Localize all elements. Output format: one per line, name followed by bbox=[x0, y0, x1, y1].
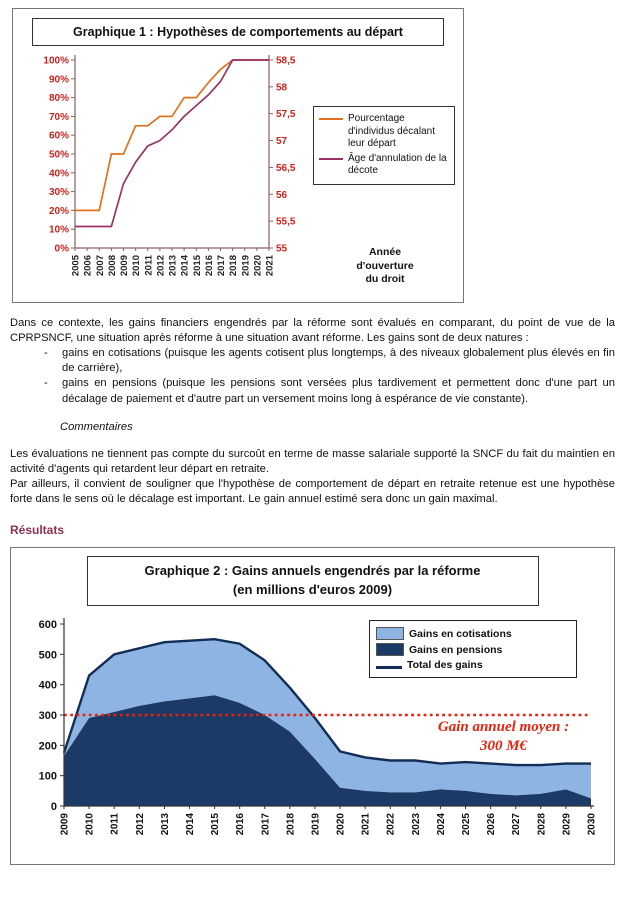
x-tick-label: 2017 bbox=[216, 255, 227, 277]
y-tick-label: 500 bbox=[38, 649, 57, 662]
x-tick-label: 2022 bbox=[385, 813, 397, 836]
commentaires-paragraph-2: Par ailleurs, il convient de souligner que l'hypothèse de comportement de départ en retraite retenue est une hypothèse forte dans le sens où le décalage est important. Le gain annuel estimé sera donc un gain maximal. bbox=[10, 477, 615, 506]
chart2-title-line1: Graphique 2 : Gains annuels engendrés par la réforme bbox=[144, 563, 481, 579]
x-axis-note bbox=[315, 246, 455, 287]
x-tick-label: 2029 bbox=[561, 813, 573, 836]
left-tick-label: 90% bbox=[48, 74, 69, 86]
left-tick-label: 0% bbox=[54, 243, 69, 255]
chart2-plot-area bbox=[11, 608, 614, 864]
intro-paragraph: Dans ce contexte, les gains financiers engendrés par la réforme sont évalués en comparant, du point de vue de la CPRPSNCF, une situation après réforme à une situation avant réforme. Les gains sont de deux natures : bbox=[10, 317, 615, 345]
legend-label-age: Âge d'annulation de la décote bbox=[348, 152, 447, 176]
bullet-marker: - bbox=[44, 377, 48, 390]
y-tick-label: 200 bbox=[38, 740, 57, 753]
x-tick-label: 2015 bbox=[191, 255, 203, 277]
x-axis-note-line3: du droit bbox=[365, 273, 405, 286]
x-tick-label: 2026 bbox=[486, 813, 498, 836]
x-tick-label: 2005 bbox=[70, 255, 82, 277]
y-tick-label: 100 bbox=[38, 770, 57, 783]
average-gain-annotation bbox=[411, 718, 596, 756]
x-tick-label: 2014 bbox=[179, 255, 191, 277]
right-tick-label: 57 bbox=[276, 136, 288, 148]
orange-line-swatch bbox=[319, 118, 343, 120]
x-tick-label: 2016 bbox=[235, 813, 247, 836]
x-tick-label: 2013 bbox=[159, 813, 171, 836]
bullet-text-pensions: gains en pensions (puisque les pensions sont versées plus tardivement et permettent donc d'une part un décalage de paiement et d'autre part un versement moins long à espérance de vie constante). bbox=[62, 377, 615, 405]
right-tick-label: 57,5 bbox=[276, 109, 296, 121]
legend-label-pensions: Gains en pensions bbox=[409, 643, 503, 656]
chart2-title bbox=[87, 556, 539, 606]
annotation-line1: Gain annuel moyen : bbox=[437, 719, 570, 736]
x-tick-label: 2010 bbox=[131, 255, 143, 277]
x-axis-note-line1: Année bbox=[368, 246, 402, 258]
right-tick-label: 56,5 bbox=[276, 162, 296, 174]
x-tick-label: 2007 bbox=[94, 255, 106, 277]
left-tick-label: 30% bbox=[48, 187, 69, 199]
x-tick-label: 2015 bbox=[210, 813, 222, 836]
legend-item-age bbox=[319, 153, 449, 178]
x-tick-label: 2018 bbox=[285, 813, 297, 836]
x-tick-label: 2013 bbox=[167, 255, 179, 277]
cotisations-area-swatch bbox=[376, 627, 404, 640]
chart1-svg bbox=[17, 48, 317, 302]
left-tick-label: 20% bbox=[48, 205, 69, 217]
left-tick-label: 100% bbox=[43, 55, 69, 67]
left-tick-label: 60% bbox=[48, 130, 69, 142]
left-tick-label: 80% bbox=[48, 93, 69, 105]
y-tick-label: 400 bbox=[38, 679, 57, 692]
chart2-legend bbox=[369, 620, 577, 678]
chart2-title-line2: (en millions d'euros 2009) bbox=[232, 582, 393, 598]
x-tick-label: 2028 bbox=[536, 813, 548, 836]
x-tick-label: 2021 bbox=[264, 255, 276, 277]
x-tick-label: 2016 bbox=[203, 255, 215, 277]
legend-item-pensions bbox=[376, 643, 570, 656]
x-tick-label: 2010 bbox=[84, 813, 96, 836]
age-series-line bbox=[75, 60, 269, 227]
x-tick-label: 2011 bbox=[143, 255, 155, 276]
x-tick-label: 2025 bbox=[461, 813, 473, 836]
x-tick-label: 2019 bbox=[240, 255, 252, 277]
x-tick-label: 2020 bbox=[335, 813, 347, 836]
left-tick-label: 50% bbox=[48, 149, 69, 161]
x-tick-label: 2012 bbox=[155, 255, 167, 277]
left-tick-label: 10% bbox=[48, 224, 69, 236]
total-line-swatch bbox=[376, 666, 402, 669]
right-tick-label: 58 bbox=[276, 82, 288, 94]
body-text bbox=[10, 316, 615, 538]
legend-label-pourcentage: Pourcentage d'individus décalant leur départ bbox=[348, 113, 435, 149]
x-tick-label: 2020 bbox=[252, 255, 264, 277]
x-tick-label: 2008 bbox=[106, 255, 118, 277]
bullet-marker: - bbox=[44, 347, 48, 360]
legend-item-cotisations bbox=[376, 627, 570, 640]
legend-item-total bbox=[376, 659, 570, 671]
commentaires-paragraph-1: Les évaluations ne tiennent pas compte du surcoût en terme de masse salariale supporté la SNCF du fait du maintien en activité d'agents qui retardent leur départ en retraite. bbox=[10, 447, 615, 475]
chart1-plot-area bbox=[13, 48, 463, 302]
x-tick-label: 2017 bbox=[260, 813, 272, 836]
x-tick-label: 2019 bbox=[310, 813, 322, 836]
pensions-area-swatch bbox=[376, 643, 404, 656]
chart1-panel bbox=[12, 8, 464, 303]
right-tick-label: 58,5 bbox=[276, 55, 296, 67]
y-tick-label: 0 bbox=[50, 801, 57, 814]
chart2-panel bbox=[10, 547, 615, 865]
resultats-heading: Résultats bbox=[10, 523, 65, 538]
x-tick-label: 2027 bbox=[511, 813, 523, 836]
right-tick-label: 55 bbox=[276, 243, 288, 255]
chart1-legend bbox=[313, 106, 455, 185]
right-tick-label: 55,5 bbox=[276, 216, 296, 228]
x-tick-label: 2012 bbox=[134, 813, 146, 836]
x-axis-note-line2: d'ouverture bbox=[356, 259, 414, 272]
x-tick-label: 2006 bbox=[82, 255, 94, 277]
x-tick-label: 2009 bbox=[59, 813, 71, 836]
legend-label-cotisations: Gains en cotisations bbox=[409, 627, 512, 640]
bullet-text-cotisations: gains en cotisations (puisque les agents cotisent plus longtemps, à des niveaux globalement plus élevés en fin de carrière), bbox=[62, 347, 615, 375]
left-tick-label: 40% bbox=[48, 168, 69, 180]
annotation-line2: 300 M€ bbox=[479, 737, 528, 754]
bullet-item-cotisations bbox=[10, 346, 615, 376]
y-tick-label: 600 bbox=[38, 619, 57, 632]
x-tick-label: 2014 bbox=[184, 813, 196, 836]
x-tick-label: 2024 bbox=[435, 813, 447, 836]
x-tick-label: 2021 bbox=[360, 813, 372, 836]
x-tick-label: 2011 bbox=[109, 813, 121, 835]
x-tick-label: 2030 bbox=[586, 813, 598, 836]
x-tick-label: 2023 bbox=[410, 813, 422, 836]
x-tick-label: 2009 bbox=[119, 255, 130, 277]
pourcentage-series-line bbox=[75, 60, 269, 210]
bullet-item-pensions bbox=[10, 376, 615, 406]
x-tick-label: 2018 bbox=[228, 255, 240, 277]
legend-item-pourcentage bbox=[319, 113, 449, 151]
chart1-title: Graphique 1 : Hypothèses de comportements au départ bbox=[32, 18, 444, 46]
legend-label-total: Total des gains bbox=[407, 659, 483, 672]
left-tick-label: 70% bbox=[48, 111, 69, 123]
commentaires-heading: Commentaires bbox=[60, 420, 133, 433]
right-tick-label: 56 bbox=[276, 189, 288, 201]
plum-line-swatch bbox=[319, 158, 343, 160]
y-tick-label: 300 bbox=[38, 710, 57, 723]
